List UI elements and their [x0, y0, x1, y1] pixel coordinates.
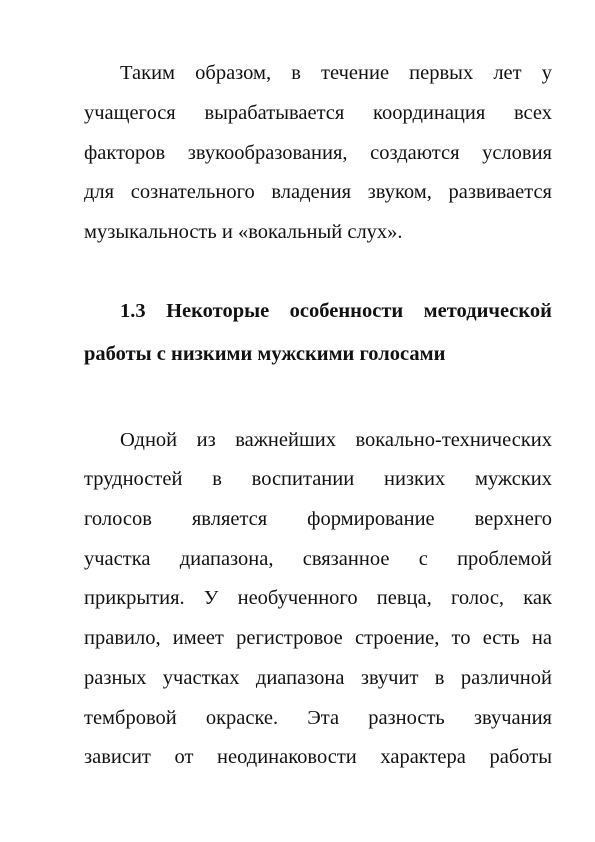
text-line: Таким образом, в течение первых лет у [120, 62, 552, 84]
text-line: Одной из важнейших вокально-технических [120, 429, 552, 451]
text-line: тембровой окраске. Эта разность звучания [84, 707, 552, 729]
heading-line: 1.3 Некоторые особенности методической [120, 300, 552, 322]
text-line: прикрытия. У необученного певца, голос, как [84, 587, 552, 609]
text-line: трудностей в воспитании низких мужских [84, 468, 552, 490]
text-line: для сознательного владения звуком, развивается [84, 181, 552, 203]
text-line: участка диапазона, связанное с проблемой [84, 548, 552, 570]
text-line: правило, имеет регистровое строение, то есть на [84, 627, 552, 649]
text-line: учащегося вырабатывается координация всех [84, 102, 552, 124]
text-line: музыкальность и «вокальный слух». [84, 221, 403, 243]
text-line: разных участках диапазона звучит в различной [84, 667, 552, 689]
text-line: голосов является формирование верхнего [84, 508, 552, 530]
text-line: зависит от неодинаковости характера работы [84, 746, 552, 768]
text-line: факторов звукообразования, создаются условия [84, 142, 552, 164]
heading-line: работы с низкими мужскими голосами [84, 343, 446, 365]
